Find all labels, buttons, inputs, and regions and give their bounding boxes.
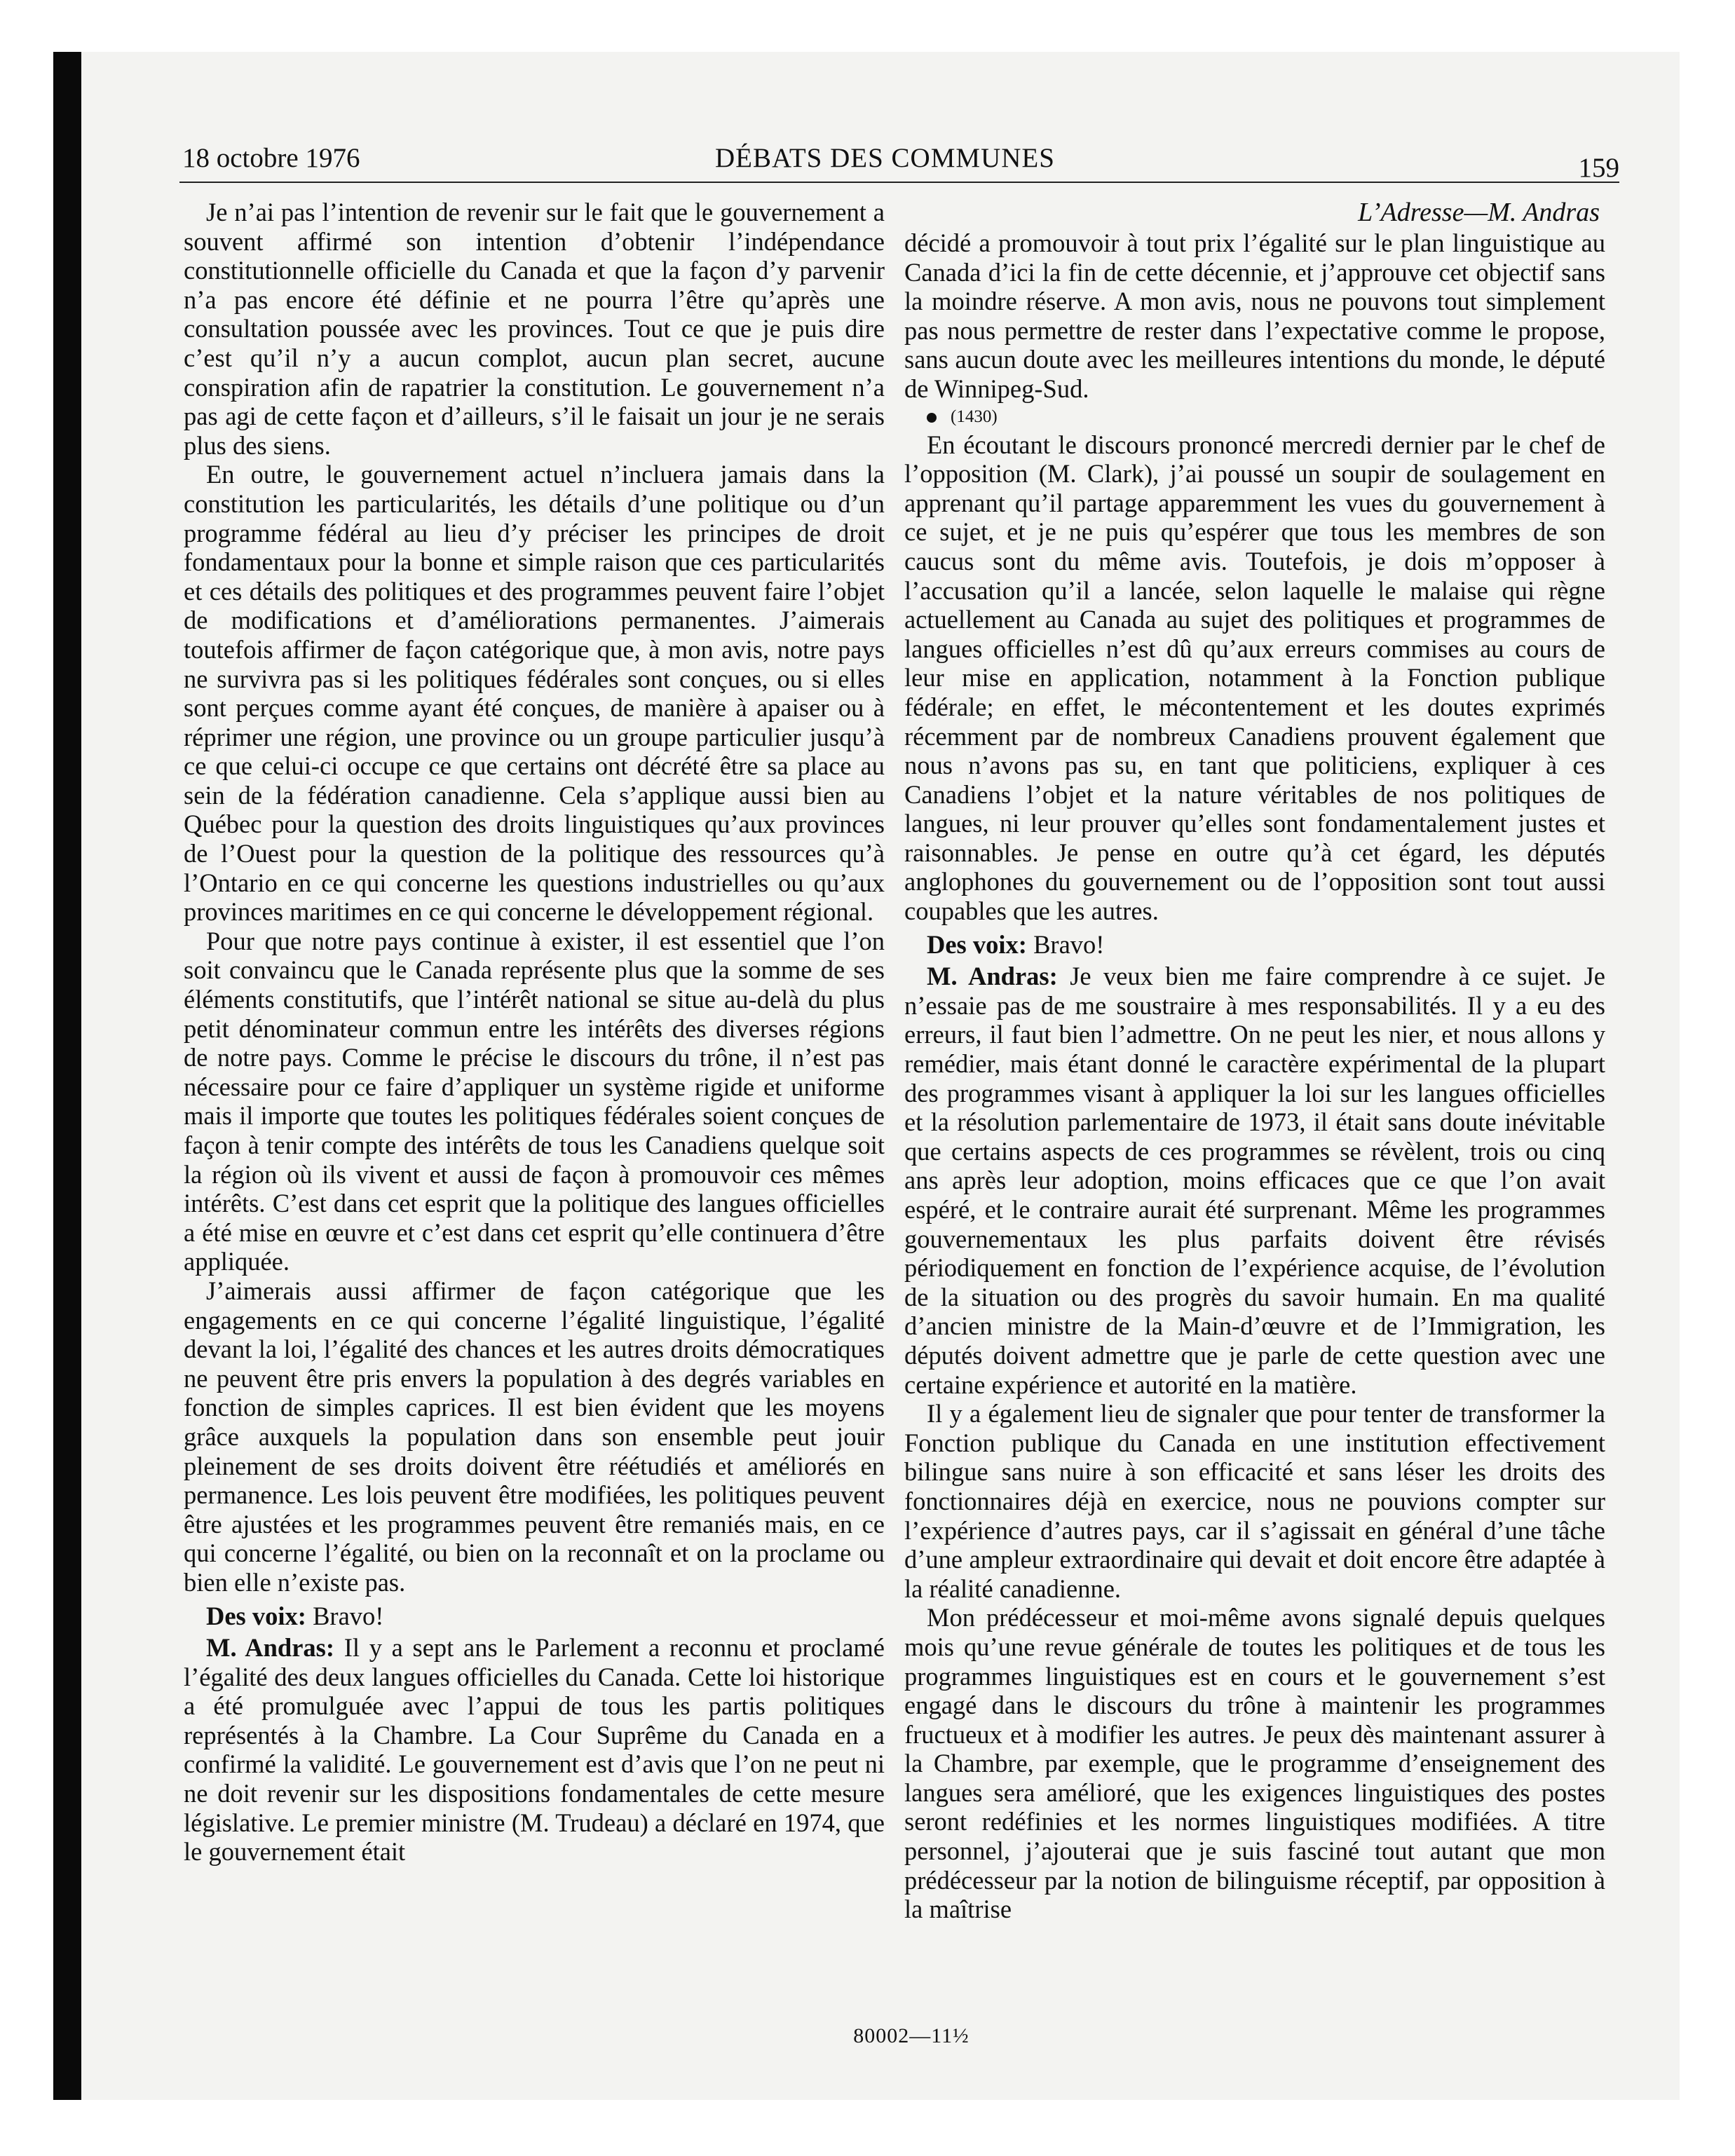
section-heading: L’Adresse—M. Andras xyxy=(1358,198,1600,227)
header-rule xyxy=(179,182,1619,183)
left-andras-speech xyxy=(184,1633,885,1867)
page-number: 159 xyxy=(1578,153,1619,183)
right-andras-speech xyxy=(904,962,1605,1399)
time-marker xyxy=(904,404,1605,430)
right-paragraph-2: En écoutant le discours prononcé mercredi dernier par le chef de l’opposition (M. Clark), j’ai poussé un soupir de soulagement en apprenant qu’il partage apparemment les vues du gouvernement à ce sujet, et je ne puis qu’espérer que tous les membres de son caucus sont du même avis. Toutefois, je dois m’opposer à l’accusation qu’il a lancée, selon laquelle le malaise qui règne actuellement au Canada au sujet des politiques et programmes de langues officielles n’est dû qu’aux erreurs commises au cours de leur mise en application, notamment à la Fonction publique fédérale; en effet, le mécontentement et les doutes exprimés récemment par de nombreux Canadiens prouvent également que nous n’avons pas su, en tant que politiciens, expliquer à ces Canadiens l’objet et la nature véritables de nos politiques de langues, ni leur prouver qu’elles sont fondamentalement justes et raisonnables. Je pense en outre qu’à cet égard, les députés anglophones du gouvernement ou de l’opposition sont tout aussi coupables que les autres. xyxy=(904,430,1605,926)
right-paragraph-4: Mon prédécesseur et moi-même avons signalé depuis quelques mois qu’une revue générale de toutes les politiques et de tous les programmes linguistiques est en cours et le gouvernement s’est engagé dans le discours du trône à maintenir les programmes fructueux et à modifier les autres. Je peux dès maintenant assurer à la Chambre, par exemple, que le programme d’enseignement des langues sera amélioré, que les exigences linguistiques des postes seront redéfinies et les normes linguistiques modifiées. A titre personnel, j’ajouterai que je suis fasciné tout autant que mon prédécesseur par la notion de bilinguisme réceptif, par opposition à la maîtrise xyxy=(904,1603,1605,1924)
interjection-text: Bravo! xyxy=(1033,929,1105,959)
left-paragraph-1: Je n’ai pas l’intention de revenir sur le fait que le gouvernement a souvent affirmé son intention d’obtenir l’indépendance constitutionnelle officielle du Canada et que la façon d’y parvenir n’a pas encore été définie et ne pourra l’être qu’après une consultation poussée avec les provinces. Tout ce que je puis dire c’est qu’il n’y a aucun complot, aucun plan secret, aucune conspiration afin de rapatrier la constitution. Le gouvernement n’a pas agi de cette façon et d’ailleurs, s’il le faisait un jour je ne serais plus des siens. xyxy=(184,198,885,460)
left-column xyxy=(184,198,885,1867)
footer-code: 80002—11½ xyxy=(853,2024,969,2047)
header-title: DÉBATS DES COMMUNES xyxy=(715,143,1055,173)
right-paragraph-3: Il y a également lieu de signaler que pour tenter de transformer la Fonction publique du Canada en une institution effectivement bilingue sans nuire à son efficacité et sans léser les droits des fonctionnaires déjà en exercice, nous ne pouvions compter sur l’expérience d’autres pays, car il s’agissait en général d’une tâche d’une ampleur extraordinaire qui devait et doit encore être adaptée à la réalité canadienne. xyxy=(904,1399,1605,1603)
left-paragraph-4: J’aimerais aussi affirmer de façon catégorique que les engagements en ce qui concerne l’égalité linguistique, l’égalité devant la loi, l’égalité des chances et les autres droits démocratiques ne peuvent être pris envers la population à des degrés variables en fonction de simples caprices. Il est bien évident que les moyens grâce auxquels la population dans son ensemble peut jouir pleinement de ses droits doivent être réétudiés et améliorés en permanence. Les lois peuvent être modifiées, les politiques peuvent être ajustées et les programmes peuvent être remaniés mais, en ce qui concerne l’égalité, ou bien on la reconnaît et on la proclame ou bien elle n’existe pas. xyxy=(184,1276,885,1597)
right-column xyxy=(904,198,1605,1924)
left-paragraph-3: Pour que notre pays continue à exister, il est essentiel que l’on soit convaincu que le Canada représente plus que la somme de ses éléments constitutifs, que l’intérêt national se situe au-delà du plus petit dénominateur commun entre les intérêts des diverses régions de notre pays. Comme le précise le discours du trône, il n’est pas nécessaire pour ce faire d’appliquer un système rigide et uniforme mais il importe que toutes les politiques fédérales soient conçues de façon à tenir compte des intérêts de tous les Canadiens quelque soit la région où ils vivent et aussi de façon à promouvoir ces mêmes intérêts. C’est dans cet esprit que la politique des langues officielles a été mise en œuvre et c’est dans cet esprit qu’elle continuera d’être appliquée. xyxy=(184,926,885,1276)
right-paragraph-1: décidé a promouvoir à tout prix l’égalité sur le plan linguistique au Canada d’ici la fin de cette décennie, et j’approuve cet objectif sans la moindre réserve. A mon avis, nous ne pouvons tout simplement pas nous permettre de rester dans l’expectative comme le propose, sans aucun doute avec les meilleures intentions du monde, le député de Winnipeg-Sud. xyxy=(904,228,1605,403)
speaker-label: M. Andras: xyxy=(206,1633,335,1663)
right-voices-interjection xyxy=(904,930,1605,960)
speech-text: Il y a sept ans le Parlement a reconnu et proclamé l’égalité des deux langues officielles du Canada. Cette loi historique a été promulguée avec l’appui de tous les partis politiques représentés à la Chambre. La Cour Suprême du Canada en a confirmé la validité. Le gouvernement est d’avis que l’on ne peut ni ne doit revenir sur les dispositions fondamentales de cette mesure législative. Le premier ministre (M. Trudeau) a déclaré en 1974, que le gouvernement était xyxy=(184,1633,885,1867)
speaker-label: Des voix: xyxy=(206,1601,306,1630)
interjection-text: Bravo! xyxy=(313,1601,384,1630)
header-date: 18 octobre 1976 xyxy=(182,143,360,173)
left-paragraph-2: En outre, le gouvernement actuel n’incluera jamais dans la constitution les particularités, les détails d’une politique ou d’un programme fédéral au lieu d’y préciser les principes de droit fondamentaux pour la bonne et simple raison que ces particularités et ces détails des politiques et des programmes peuvent faire l’objet de modifications et d’améliorations permanentes. J’aimerais toutefois affirmer de façon catégorique que, à mon avis, notre pays ne survivra pas si les politiques fédérales sont conçues, ou si elles sont perçues comme ayant été conçues, de manière à apaiser ou à réprimer une région, une province ou un groupe particulier jusqu’à ce que celui-ci occupe ce que certains ont décrété être sa place au sein de la fédération canadienne. Cela s’applique aussi bien au Québec pour la question des droits linguistiques qu’aux provinces de l’Ouest pour la question de la politique des ressources qu’à l’Ontario en ce qui concerne les questions industrielles ou qu’aux provinces maritimes en ce qui concerne le développement régional. xyxy=(184,460,885,927)
timestamp-text: (1430) xyxy=(951,407,998,426)
speech-text: Je veux bien me faire comprendre à ce sujet. Je n’essaie pas de me soustraire à mes responsabilités. Il y a eu des erreurs, il faut bien l’admettre. On ne peut les nier, et nous allons y remédier, mais étant donné le caractère expérimental de la plupart des programmes visant à appliquer la loi sur les langues officielles et la résolution parlementaire de 1973, il était sans doute inévitable que certains aspects de ces programmes se révèlent, trois ou cinq ans après leur adoption, moins efficaces que ce que l’on avait espéré, et le contraire aurait été surprenant. Même les programmes gouvernementaux les plus parfaits doivent être révisés périodiquement en fonction de l’expérience acquise, de l’évolution de la situation ou des progrès du savoir humain. En ma qualité d’ancien ministre de la Main-d’œuvre et de l’Immigration, les députés doivent admettre que je parle de cette question avec une certaine expérience et autorité en la matière. xyxy=(904,962,1605,1399)
binding-edge xyxy=(53,52,81,2100)
speaker-label: M. Andras: xyxy=(927,962,1058,991)
bullet-icon xyxy=(927,413,937,423)
left-voices-interjection xyxy=(184,1602,885,1631)
running-head xyxy=(182,139,1619,183)
speaker-label: Des voix: xyxy=(927,929,1027,959)
